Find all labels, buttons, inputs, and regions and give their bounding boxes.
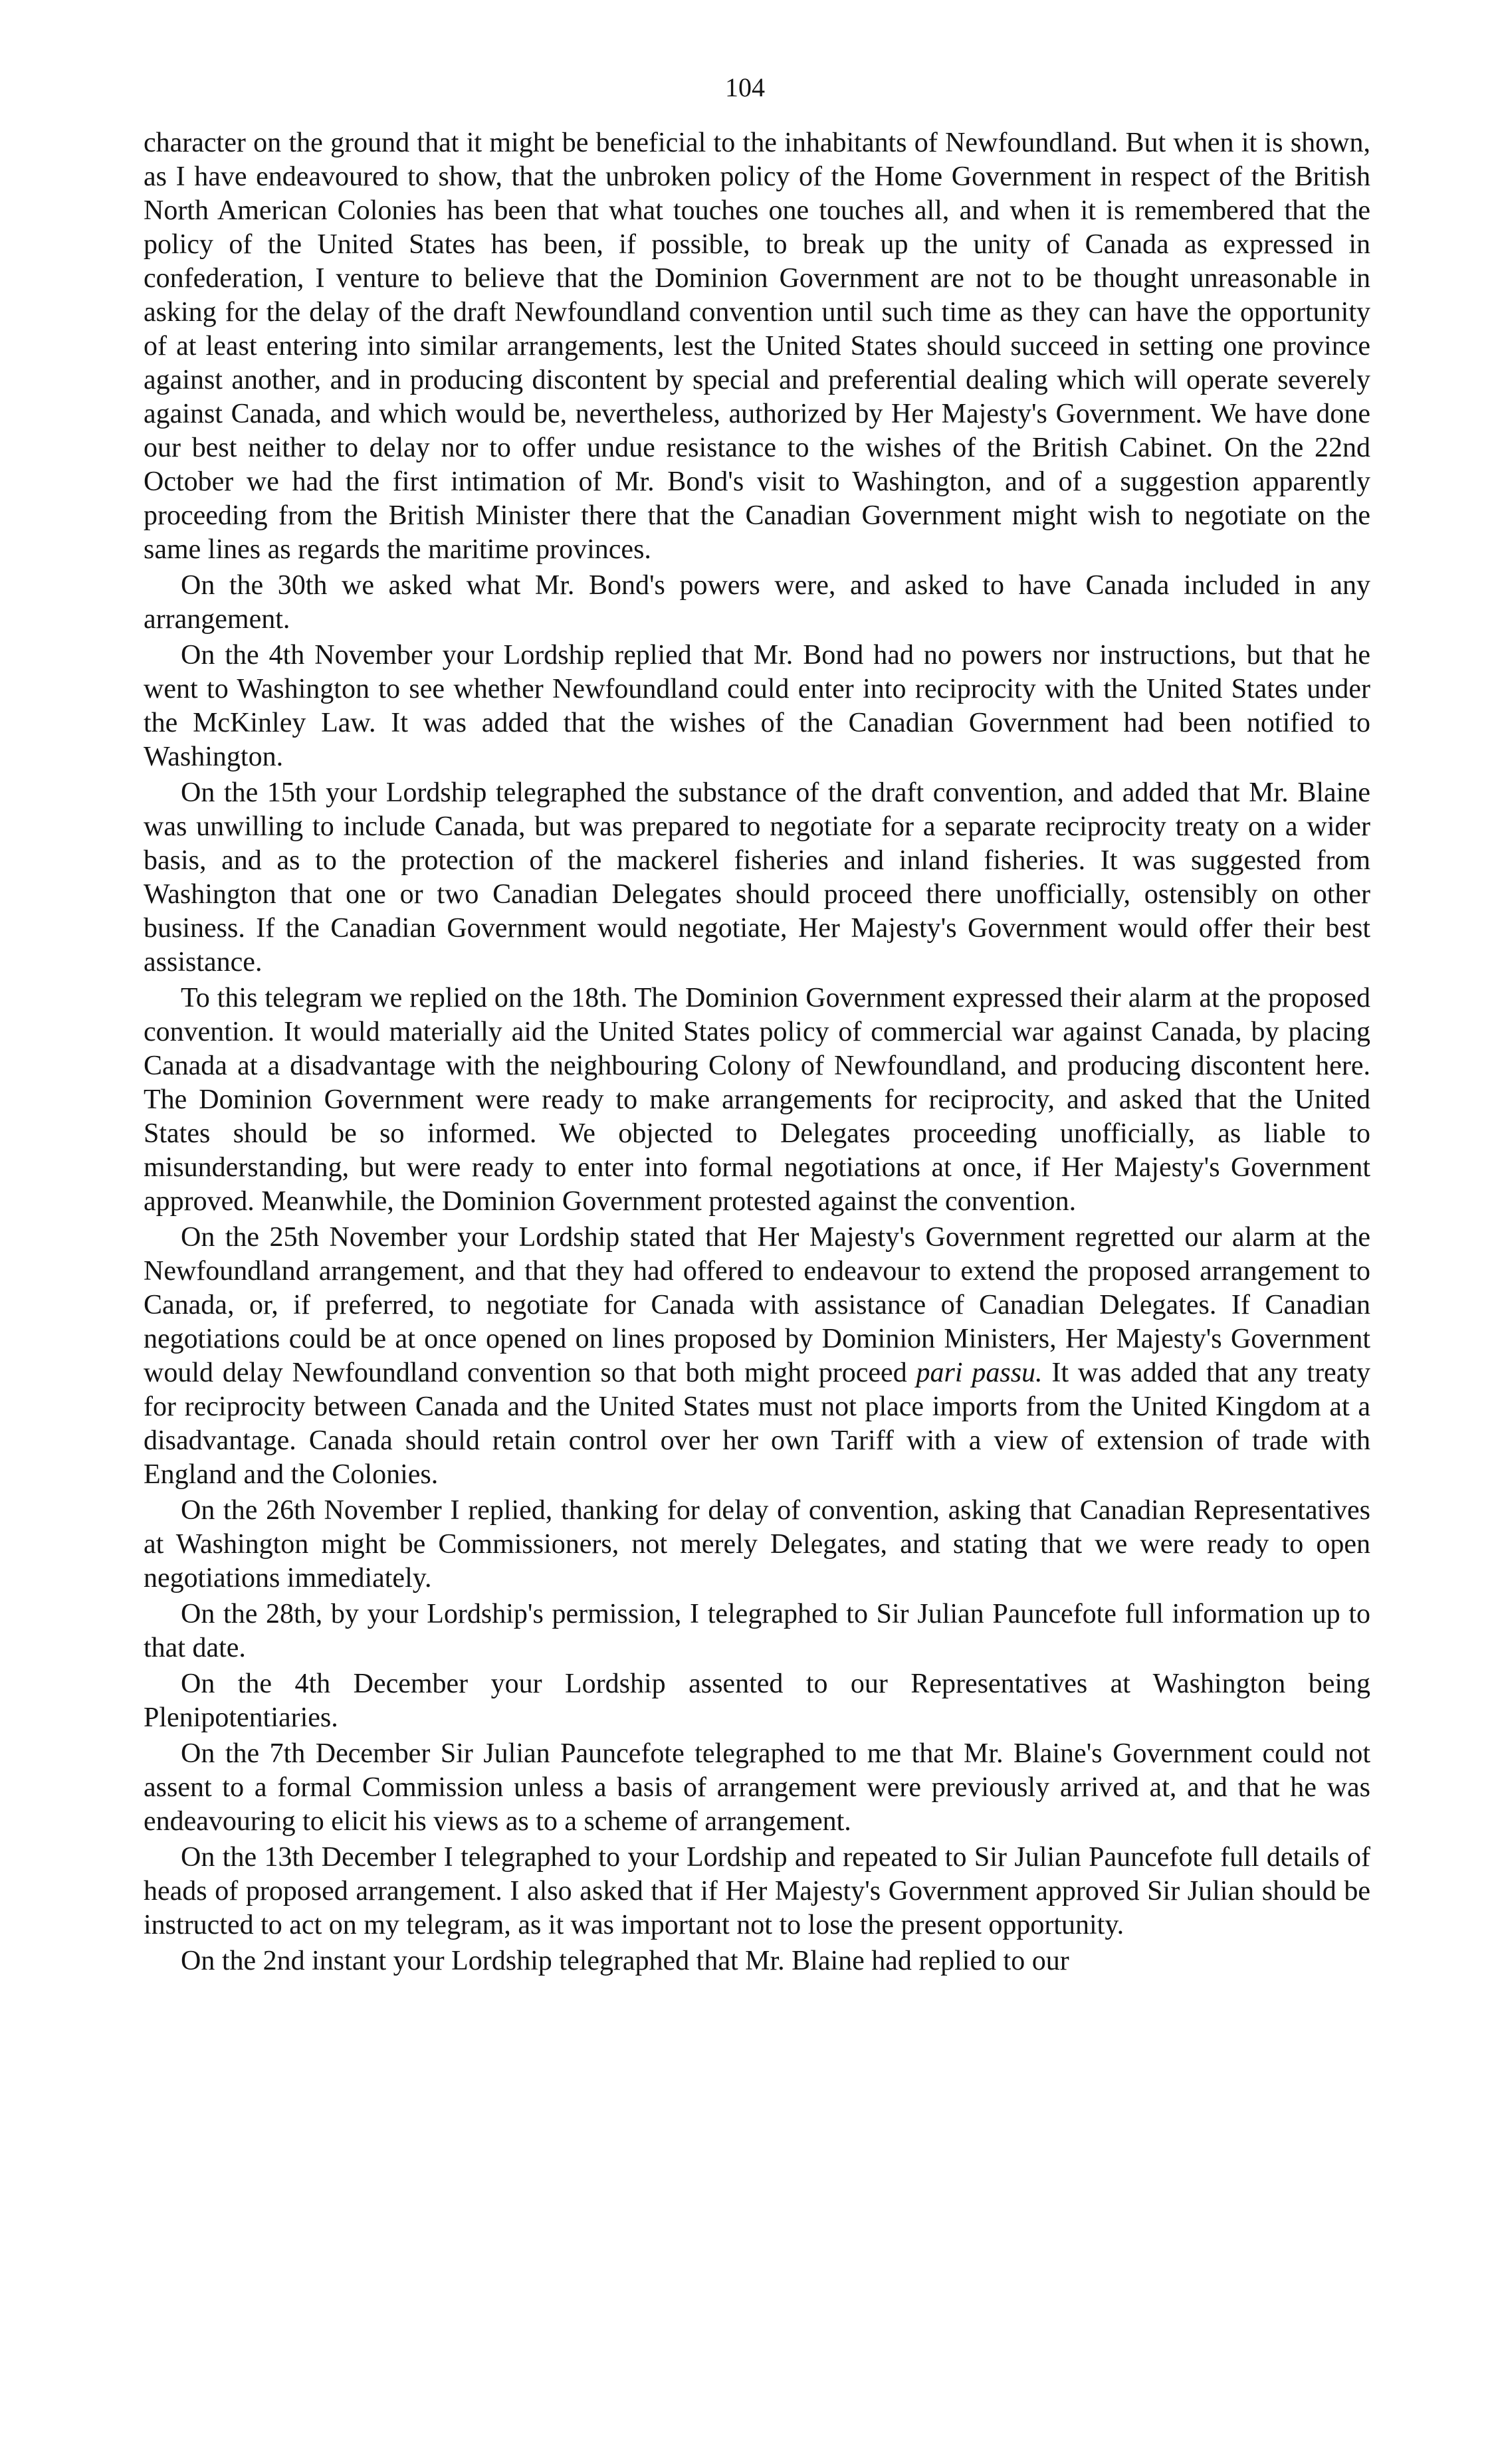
- paragraph: On the 7th December Sir Julian Pauncefote telegraphed to me that Mr. Blaine's Government could not assent to a formal Commission unless a basis of arrangement were previously arrived at, and that he was endeavouring to elicit his views as to a scheme of arrangement.: [144, 1738, 1370, 1837]
- paragraph-text: On the 25th November your Lordship stated that Her Majesty's Government regretted our alarm at the Newfoundland arrangement, and that they had offered to endeavour to extend the proposed arrangement to Canada, or, if preferred, to negotiate for Canada with assistance of Canadian Delegates. If Canadian negotiations could be at once opened on lines proposed by Dominion Ministers, Her Majesty's Government would delay Newfoundland convention so that both might proceed: [144, 1222, 1370, 1388]
- page-number: 104: [725, 72, 765, 102]
- paragraph: On the 2nd instant your Lordship telegraphed that Mr. Blaine had replied to our: [181, 1946, 1069, 1976]
- body-text: [144, 126, 1370, 2412]
- paragraph: On the 13th December I telegraphed to your Lordship and repeated to Sir Julian Pauncefote full details of heads of proposed arrangement. I also asked that if Her Majesty's Government approved Sir Julian should be instructed to act on my telegram, as it was important not to lose the present opportunity.: [144, 1842, 1370, 1940]
- paragraph: [144, 1221, 1370, 1492]
- paragraph: To this telegram we replied on the 18th. The Dominion Government expressed their alarm at the proposed convention. It would materially aid the United States policy of commercial war against Canada, by placing Canada at a disadvantage with the neighbouring Colony of Newfoundland, and producing discontent here. The Dominion Government were ready to make arrangements for reciprocity, and asked that the United States should be so informed. We objected to Delegates proceeding unofficially, as liable to misunderstanding, but were ready to enter into formal negotiations at once, if Her Majesty's Government approved. Meanwhile, the Dominion Government protested against the convention.: [144, 983, 1370, 1217]
- paragraph: On the 28th, by your Lordship's permission, I telegraphed to Sir Julian Pauncefote full information up to that date.: [144, 1599, 1370, 1663]
- paragraph-text: It was added that any treaty for reciprocity between Canada and the United States must not place imports from the United Kingdom at a disadvantage. Canada should retain control over her own Tariff with a view of extension of trade with England and the Colonies.: [144, 1358, 1370, 1490]
- paragraph: On the 4th December your Lordship assented to our Representatives at Washington being Plenipotentiaries.: [144, 1669, 1370, 1733]
- paragraph: character on the ground that it might be beneficial to the inhabitants of Newfoundland. But when it is shown, as I have endeavoured to show, that the unbroken policy of the Home Government in respect of the British North American Colonies has been that what touches one touches all, and when it is remembered that the policy of the United States has been, if possible, to break up the unity of Canada as expressed in confederation, I venture to believe that the Dominion Government are not to be thought unreasonable in asking for the delay of the draft Newfoundland convention until such time as they can have the opportunity of at least entering into similar arrangements, lest the United States should succeed in setting one province against another, and in producing discontent by special and preferential dealing which will operate severely against Canada, and which would be, nevertheless, authorized by Her Majesty's Government. We have done our best neither to delay nor to offer undue resistance to the wishes of the British Cabinet. On the 22nd October we had the first intimation of Mr. Bond's visit to Washington, and of a suggestion apparently proceeding from the British Minister there that the Canadian Government might wish to negotiate on the same lines as regards the maritime provinces.: [144, 128, 1370, 565]
- paragraph: On the 15th your Lordship telegraphed the substance of the draft convention, and added that Mr. Blaine was unwilling to include Canada, but was prepared to negotiate for a separate reciprocity treaty on a wider basis, and as to the protection of the mackerel fisheries and inland fisheries. It was suggested from Washington that one or two Canadian Delegates should proceed there unofficially, ostensibly on other business. If the Canadian Government would negotiate, Her Majesty's Government would offer their best assistance.: [144, 777, 1370, 977]
- paragraph: On the 4th November your Lordship replied that Mr. Bond had no powers nor instructions, but that he went to Washington to see whether Newfoundland could enter into reciprocity with the United States under the McKinley Law. It was added that the wishes of the Canadian Government had been notified to Washington.: [144, 640, 1370, 772]
- paragraph: On the 26th November I replied, thanking for delay of convention, asking that Canadian Representatives at Washington might be Commissioners, not merely Delegates, and stating that we were ready to open negotiations immediately.: [144, 1495, 1370, 1593]
- paragraph: On the 30th we asked what Mr. Bond's powers were, and asked to have Canada included in any arrangement.: [144, 570, 1370, 635]
- italic-phrase: pari passu.: [916, 1358, 1043, 1388]
